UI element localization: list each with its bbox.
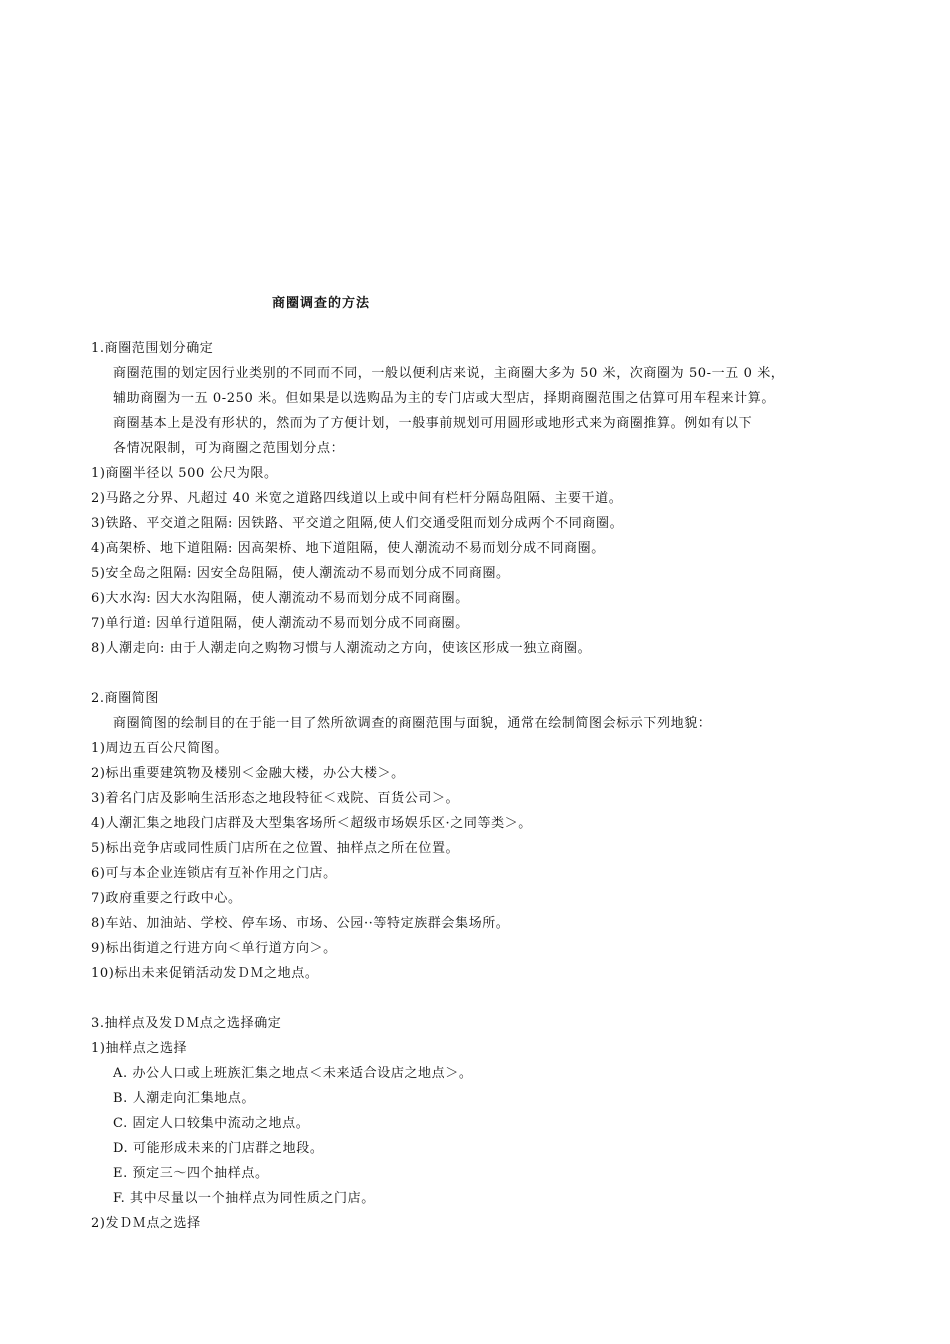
list-item: 2)马路之分界、凡超过 40 米宽之道路四线道以上或中间有栏杆分隔岛阻隔、主要干道。 bbox=[91, 491, 623, 506]
list-item: 10)标出未来促销活动发ＤＭ之地点。 bbox=[91, 966, 319, 981]
list-item: 8)车站、加油站、学校、停车场、市场、公园··等特定族群会集场所。 bbox=[91, 916, 510, 931]
list-item: 8)人潮走向: 由于人潮走向之购物习惯与人潮流动之方向，使该区形成一独立商圈。 bbox=[91, 641, 592, 656]
list-item: 4)人潮汇集之地段门店群及大型集客场所＜超级市场娱乐区·之同等类＞。 bbox=[91, 816, 532, 831]
section-1-paragraph-2: 商圈基本上是没有形状的，然而为了方便计划，一般事前规划可用圆形或地形式来为商圈推算。例如有以下 bbox=[113, 416, 753, 431]
section-3-subheading-2: 2)发ＤＭ点之选择 bbox=[91, 1216, 201, 1231]
list-item: 7)政府重要之行政中心。 bbox=[91, 891, 242, 906]
list-item: 9)标出街道之行进方向＜单行道方向＞。 bbox=[91, 941, 337, 956]
section-1-paragraph-2-cont: 各情况限制，可为商圈之范围划分点： bbox=[113, 441, 345, 456]
list-item: 3)着名门店及影响生活形态之地段特征＜戏院、百货公司＞。 bbox=[91, 791, 460, 806]
section-1-paragraph-1-cont: 辅助商圈为一五 0-250 米。但如果是以选购品为主的专门店或大型店，择期商圈范围之估算可用车程来计算。 bbox=[113, 391, 775, 406]
section-2-paragraph: 商圈简图的绘制目的在于能一目了然所欲调查的商圈范围与面貌，通常在绘制简图会标示下列地貌： bbox=[113, 716, 712, 731]
list-item: 5)标出竞争店或同性质门店所在之位置、抽样点之所在位置。 bbox=[91, 841, 460, 856]
list-item: C. 固定人口较集中流动之地点。 bbox=[113, 1116, 310, 1131]
list-item: 5)安全岛之阻隔: 因安全岛阻隔，使人潮流动不易而划分成不同商圈。 bbox=[91, 566, 510, 581]
list-item: 7)单行道: 因单行道阻隔，使人潮流动不易而划分成不同商圈。 bbox=[91, 616, 469, 631]
list-item: D. 可能形成未来的门店群之地段。 bbox=[113, 1141, 324, 1156]
list-item: F. 其中尽量以一个抽样点为同性质之门店。 bbox=[113, 1191, 375, 1206]
list-item: 2)标出重要建筑物及楼别＜金融大楼，办公大楼＞。 bbox=[91, 766, 405, 781]
page-title: 商圈调查的方法 bbox=[272, 296, 371, 311]
section-3-heading: 3.抽样点及发ＤＭ点之选择确定 bbox=[91, 1016, 282, 1031]
list-item: B. 人潮走向汇集地点。 bbox=[113, 1091, 256, 1106]
list-item: E. 预定三～四个抽样点。 bbox=[113, 1166, 269, 1181]
section-2-heading: 2.商圈简图 bbox=[91, 691, 160, 706]
list-item: 1)商圈半径以 500 公尺为限。 bbox=[91, 466, 278, 481]
list-item: A. 办公人口或上班族汇集之地点＜未来适合设店之地点＞。 bbox=[113, 1066, 473, 1081]
list-item: 6)可与本企业连锁店有互补作用之门店。 bbox=[91, 866, 337, 881]
list-item: 3)铁路、平交道之阻隔: 因铁路、平交道之阻隔,使人们交通受阻而划分成两个不同商圈。 bbox=[91, 516, 624, 531]
list-item: 6)大水沟: 因大水沟阻隔，使人潮流动不易而划分成不同商圈。 bbox=[91, 591, 469, 606]
section-1-paragraph-1: 商圈范围的划定因行业类别的不同而不同，一般以便利店来说，主商圈大多为 50 米，次商圈为 50-一五 0 米， bbox=[113, 366, 785, 381]
section-3-subheading-1: 1)抽样点之选择 bbox=[91, 1041, 188, 1056]
section-1-heading: 1.商圈范围划分确定 bbox=[91, 341, 214, 356]
list-item: 4)高架桥、地下道阻隔: 因高架桥、地下道阻隔，使人潮流动不易而划分成不同商圈。 bbox=[91, 541, 605, 556]
list-item: 1)周边五百公尺简图。 bbox=[91, 741, 228, 756]
